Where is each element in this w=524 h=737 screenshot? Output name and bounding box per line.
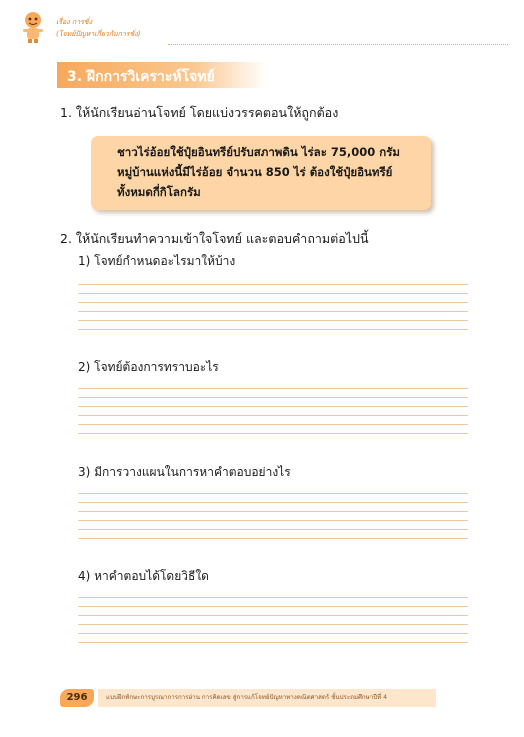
question-1: 1. ให้นักเรียนอ่านโจทย์ โดยแบ่งวรรคตอนให้ถูกต้อง — [60, 105, 339, 120]
answer-lines-3[interactable] — [78, 493, 468, 539]
footer-title: แบบฝึกทักษะการบูรณาการการอ่าน การคิดเลข สู่การแก้โจทย์ปัญหาทางคณิตศาสตร์ ชั้นประถมศึกษาปีที่ 4 — [98, 689, 436, 707]
problem-line: หมู่บ้านแห่งนี้มีไร่อ้อย จำนวน 850 ไร่ ต้องใช้ปุ๋ยอินทรีย์ — [117, 165, 393, 179]
answer-lines-4[interactable] — [78, 597, 468, 643]
answer-lines-1[interactable] — [78, 284, 468, 330]
sub-question-4: 4) หาคำตอบได้โดยวิธีใด — [78, 569, 209, 583]
problem-box — [91, 136, 431, 210]
header-subtopic: (โจทย์ปัญหาเกี่ยวกับการชั่ง) — [56, 30, 141, 38]
section-heading — [57, 62, 267, 88]
answer-lines-2[interactable] — [78, 388, 468, 434]
question-2: 2. ให้นักเรียนทำความเข้าใจโจทย์ และตอบคำถามต่อไปนี้ — [60, 231, 369, 246]
mascot-icon — [18, 10, 48, 44]
problem-line: ทั้งหมดกี่กิโลกรัม — [117, 185, 201, 199]
page-number: 296 — [60, 689, 94, 707]
sub-question-1: 1) โจทย์กำหนดอะไรมาให้บ้าง — [78, 254, 236, 268]
page-header — [18, 8, 508, 48]
header-divider — [168, 44, 508, 45]
sub-question-2: 2) โจทย์ต้องการทราบอะไร — [78, 360, 219, 374]
header-topic: เรื่อง การชั่ง — [56, 18, 93, 26]
sub-question-3: 3) มีการวางแผนในการหาคำตอบอย่างไร — [78, 465, 291, 479]
section-title: 3. ฝึกการวิเคราะห์โจทย์ — [67, 69, 215, 85]
problem-line: ชาวไร่อ้อยใช้ปุ๋ยอินทรีย์ปรับสภาพดิน ไร่ละ 75,000 กรัม — [117, 145, 400, 159]
